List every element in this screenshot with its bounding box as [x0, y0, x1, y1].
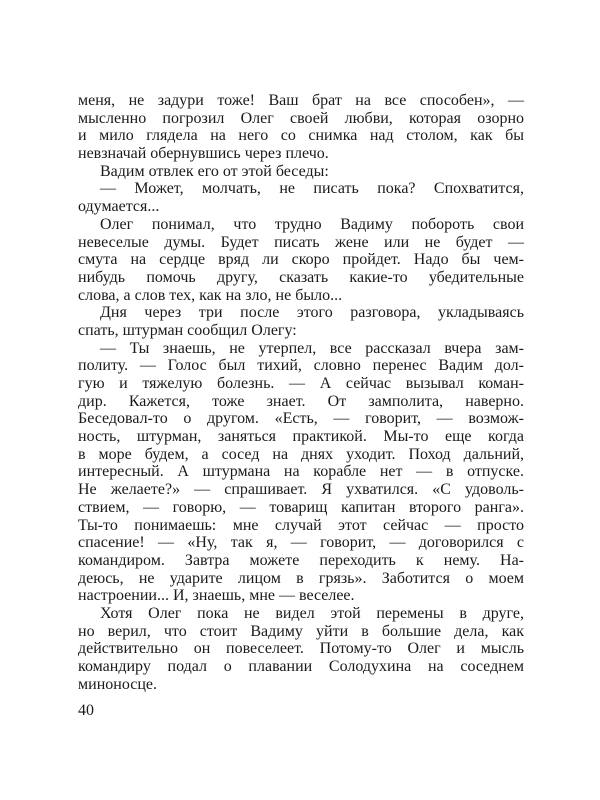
text-line: мысленно погрозил Олег своей любви, которая озорно	[78, 109, 524, 127]
text-line: интересный. А штурмана на корабле нет — в отпуске.	[78, 463, 524, 481]
text-line: миноносце.	[78, 675, 157, 693]
text-line: Ты-то понимаешь: мне случай этот сейчас — просто	[78, 516, 524, 534]
text-line: Олег понимал, что трудно Вадиму побороть свои	[100, 215, 524, 233]
text-line: ствием, — говорю, — товарищ капитан второго ранга».	[78, 498, 524, 516]
text-line: и мило глядела на него со снимка над столом, как бы	[78, 127, 524, 145]
text-line: но верил, что стоит Вадиму уйти в большие дела, как	[78, 622, 524, 640]
text-line: в море будем, а сосед на днях уходит. Поход дальний,	[78, 445, 524, 463]
text-line: Вадим отвлек его от этой беседы:	[100, 162, 329, 180]
text-line: Хотя Олег пока не видел этой перемены в друге,	[100, 604, 524, 622]
page-body	[78, 92, 524, 693]
text-line: меня, не задури тоже! Ваш брат на все способен», —	[78, 92, 524, 109]
text-line: слова, а слов тех, как на зло, не было...	[78, 286, 343, 304]
text-line: дир. Кажется, тоже знает. От замполита, наверно.	[78, 392, 524, 410]
text-line: Дня через три после этого разговора, укладываясь	[100, 304, 524, 322]
text-line: деюсь, не ударите лицом в грязь». Заботится о моем	[78, 569, 524, 587]
text-line: спать, штурман сообщил Олегу:	[78, 321, 297, 339]
text-line: — Может, молчать, не писать пока? Спохватится,	[100, 180, 524, 198]
text-line: командиром. Завтра можете переходить к нему. На-	[78, 551, 524, 569]
text-line: Беседовал-то о другом. «Есть, — говорит, — возмож-	[78, 410, 524, 428]
text-line: спасение! — «Ну, так я, — говорит, — договорился с	[78, 534, 524, 552]
text-line: ность, штурман, заняться практикой. Мы-то еще когда	[78, 428, 524, 446]
page-number: 40	[78, 702, 94, 719]
text-line: командиру подал о плавании Солодухина на соседнем	[78, 658, 524, 675]
text-line: невеселые думы. Будет писать жене или не будет —	[78, 233, 524, 251]
text-line: одумается...	[78, 198, 160, 216]
text-line: невзначай обернувшись через плечо.	[78, 145, 329, 163]
text-line: — Ты знаешь, не утерпел, все рассказал вчера зам-	[100, 339, 524, 357]
text-line: смута на сердце вряд ли скоро пройдет. Надо бы чем-	[78, 251, 524, 269]
text-line: нибудь помочь другу, сказать какие-то убедительные	[78, 268, 524, 286]
text-line: Не желаете?» — спрашивает. Я ухватился. «С удоволь-	[78, 481, 524, 499]
text-line: гую и тяжелую болезнь. — А сейчас вызывал коман-	[78, 375, 524, 392]
text-line: действительно он повеселеет. Потому-то Олег и мысль	[78, 640, 524, 658]
text-line: настроении... И, знаешь, мне — веселее.	[78, 587, 355, 605]
text-line: политу. — Голос был тихий, словно перенес Вадим дол-	[78, 357, 524, 375]
